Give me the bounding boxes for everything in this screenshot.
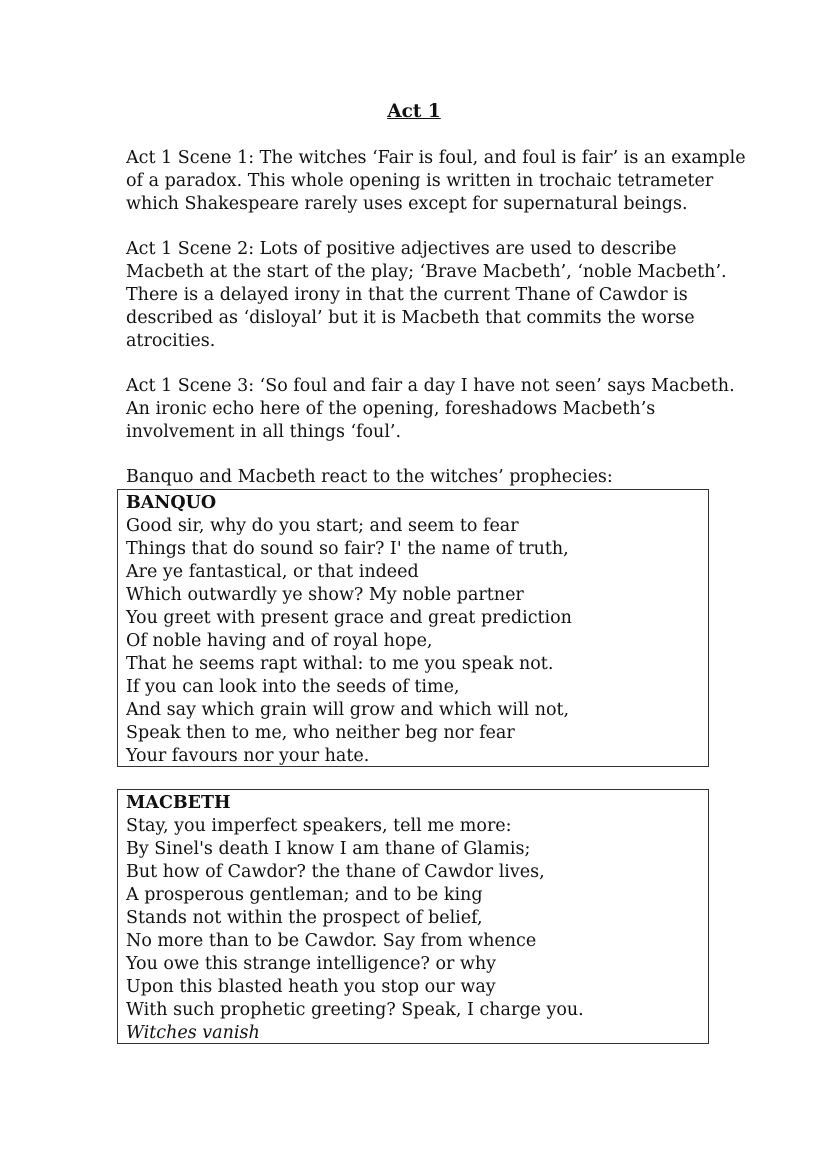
verse-line: A prosperous gentleman; and to be king — [126, 885, 483, 905]
quote-intro — [126, 466, 726, 489]
verse-line: And say which grain will grow and which will not, — [126, 700, 570, 720]
paragraph-line: which Shakespeare rarely uses except for supernatural beings. — [126, 194, 688, 214]
speaker-name: MACBETH — [126, 793, 231, 813]
verse-line: No more than to be Cawdor. Say from whence — [126, 931, 537, 951]
macbeth-quote-box — [117, 789, 709, 1044]
verse-line: Of noble having and of royal hope, — [126, 631, 433, 651]
verse-line: Which outwardly ye show? My noble partner — [126, 585, 524, 605]
paragraph-line: of a paradox. This whole opening is written in trochaic tetrameter — [126, 171, 714, 191]
paragraph-line: Act 1 Scene 2: Lots of positive adjectives are used to describe — [126, 239, 677, 259]
paragraph-line: There is a delayed irony in that the current Thane of Cawdor is — [126, 285, 688, 305]
verse-line: Good sir, why do you start; and seem to fear — [126, 516, 519, 536]
verse-line: Things that do sound so fair? I' the name of truth, — [126, 539, 569, 559]
paragraph-line: Act 1 Scene 3: ‘So foul and fair a day I have not seen’ says Macbeth. — [126, 376, 735, 396]
stage-direction: Witches vanish — [126, 1023, 260, 1043]
paragraph-line: involvement in all things ‘foul’. — [126, 422, 402, 442]
verse-line: You owe this strange intelligence? or why — [126, 954, 497, 974]
paragraph-scene-1 — [126, 147, 746, 216]
verse-line: If you can look into the seeds of time, — [126, 677, 460, 697]
verse-line: Stay, you imperfect speakers, tell me more: — [126, 816, 512, 836]
verse-line: Are ye fantastical, or that indeed — [126, 562, 419, 582]
verse-line: That he seems rapt withal: to me you speak not. — [126, 654, 554, 674]
paragraph-line: An ironic echo here of the opening, foreshadows Macbeth’s — [126, 399, 656, 419]
verse-line: Speak then to me, who neither beg nor fear — [126, 723, 515, 743]
verse-line: But how of Cawdor? the thane of Cawdor lives, — [126, 862, 545, 882]
verse-line: By Sinel's death I know I am thane of Glamis; — [126, 839, 531, 859]
paragraph-line: Act 1 Scene 1: The witches ‘Fair is foul, and foul is fair’ is an example — [126, 148, 746, 168]
verse-line: With such prophetic greeting? Speak, I charge you. — [126, 1000, 584, 1020]
banquo-quote-box — [117, 489, 709, 767]
paragraph-scene-3 — [126, 375, 735, 444]
paragraph-line: atrocities. — [126, 331, 216, 351]
intro-text: Banquo and Macbeth react to the witches’ prophecies: — [126, 467, 613, 487]
paragraph-line: described as ‘disloyal’ but it is Macbeth that commits the worse — [126, 308, 695, 328]
paragraph-scene-2 — [126, 238, 726, 353]
verse-line: Upon this blasted heath you stop our way — [126, 977, 496, 997]
verse-line: Stands not within the prospect of belief, — [126, 908, 483, 928]
paragraph-line: Macbeth at the start of the play; ‘Brave Macbeth’, ‘noble Macbeth’. — [126, 262, 727, 282]
page-title: Act 1 — [387, 101, 441, 122]
speaker-name: BANQUO — [126, 493, 217, 513]
verse-line: You greet with present grace and great prediction — [126, 608, 572, 628]
verse-line: Your favours nor your hate. — [126, 746, 370, 766]
